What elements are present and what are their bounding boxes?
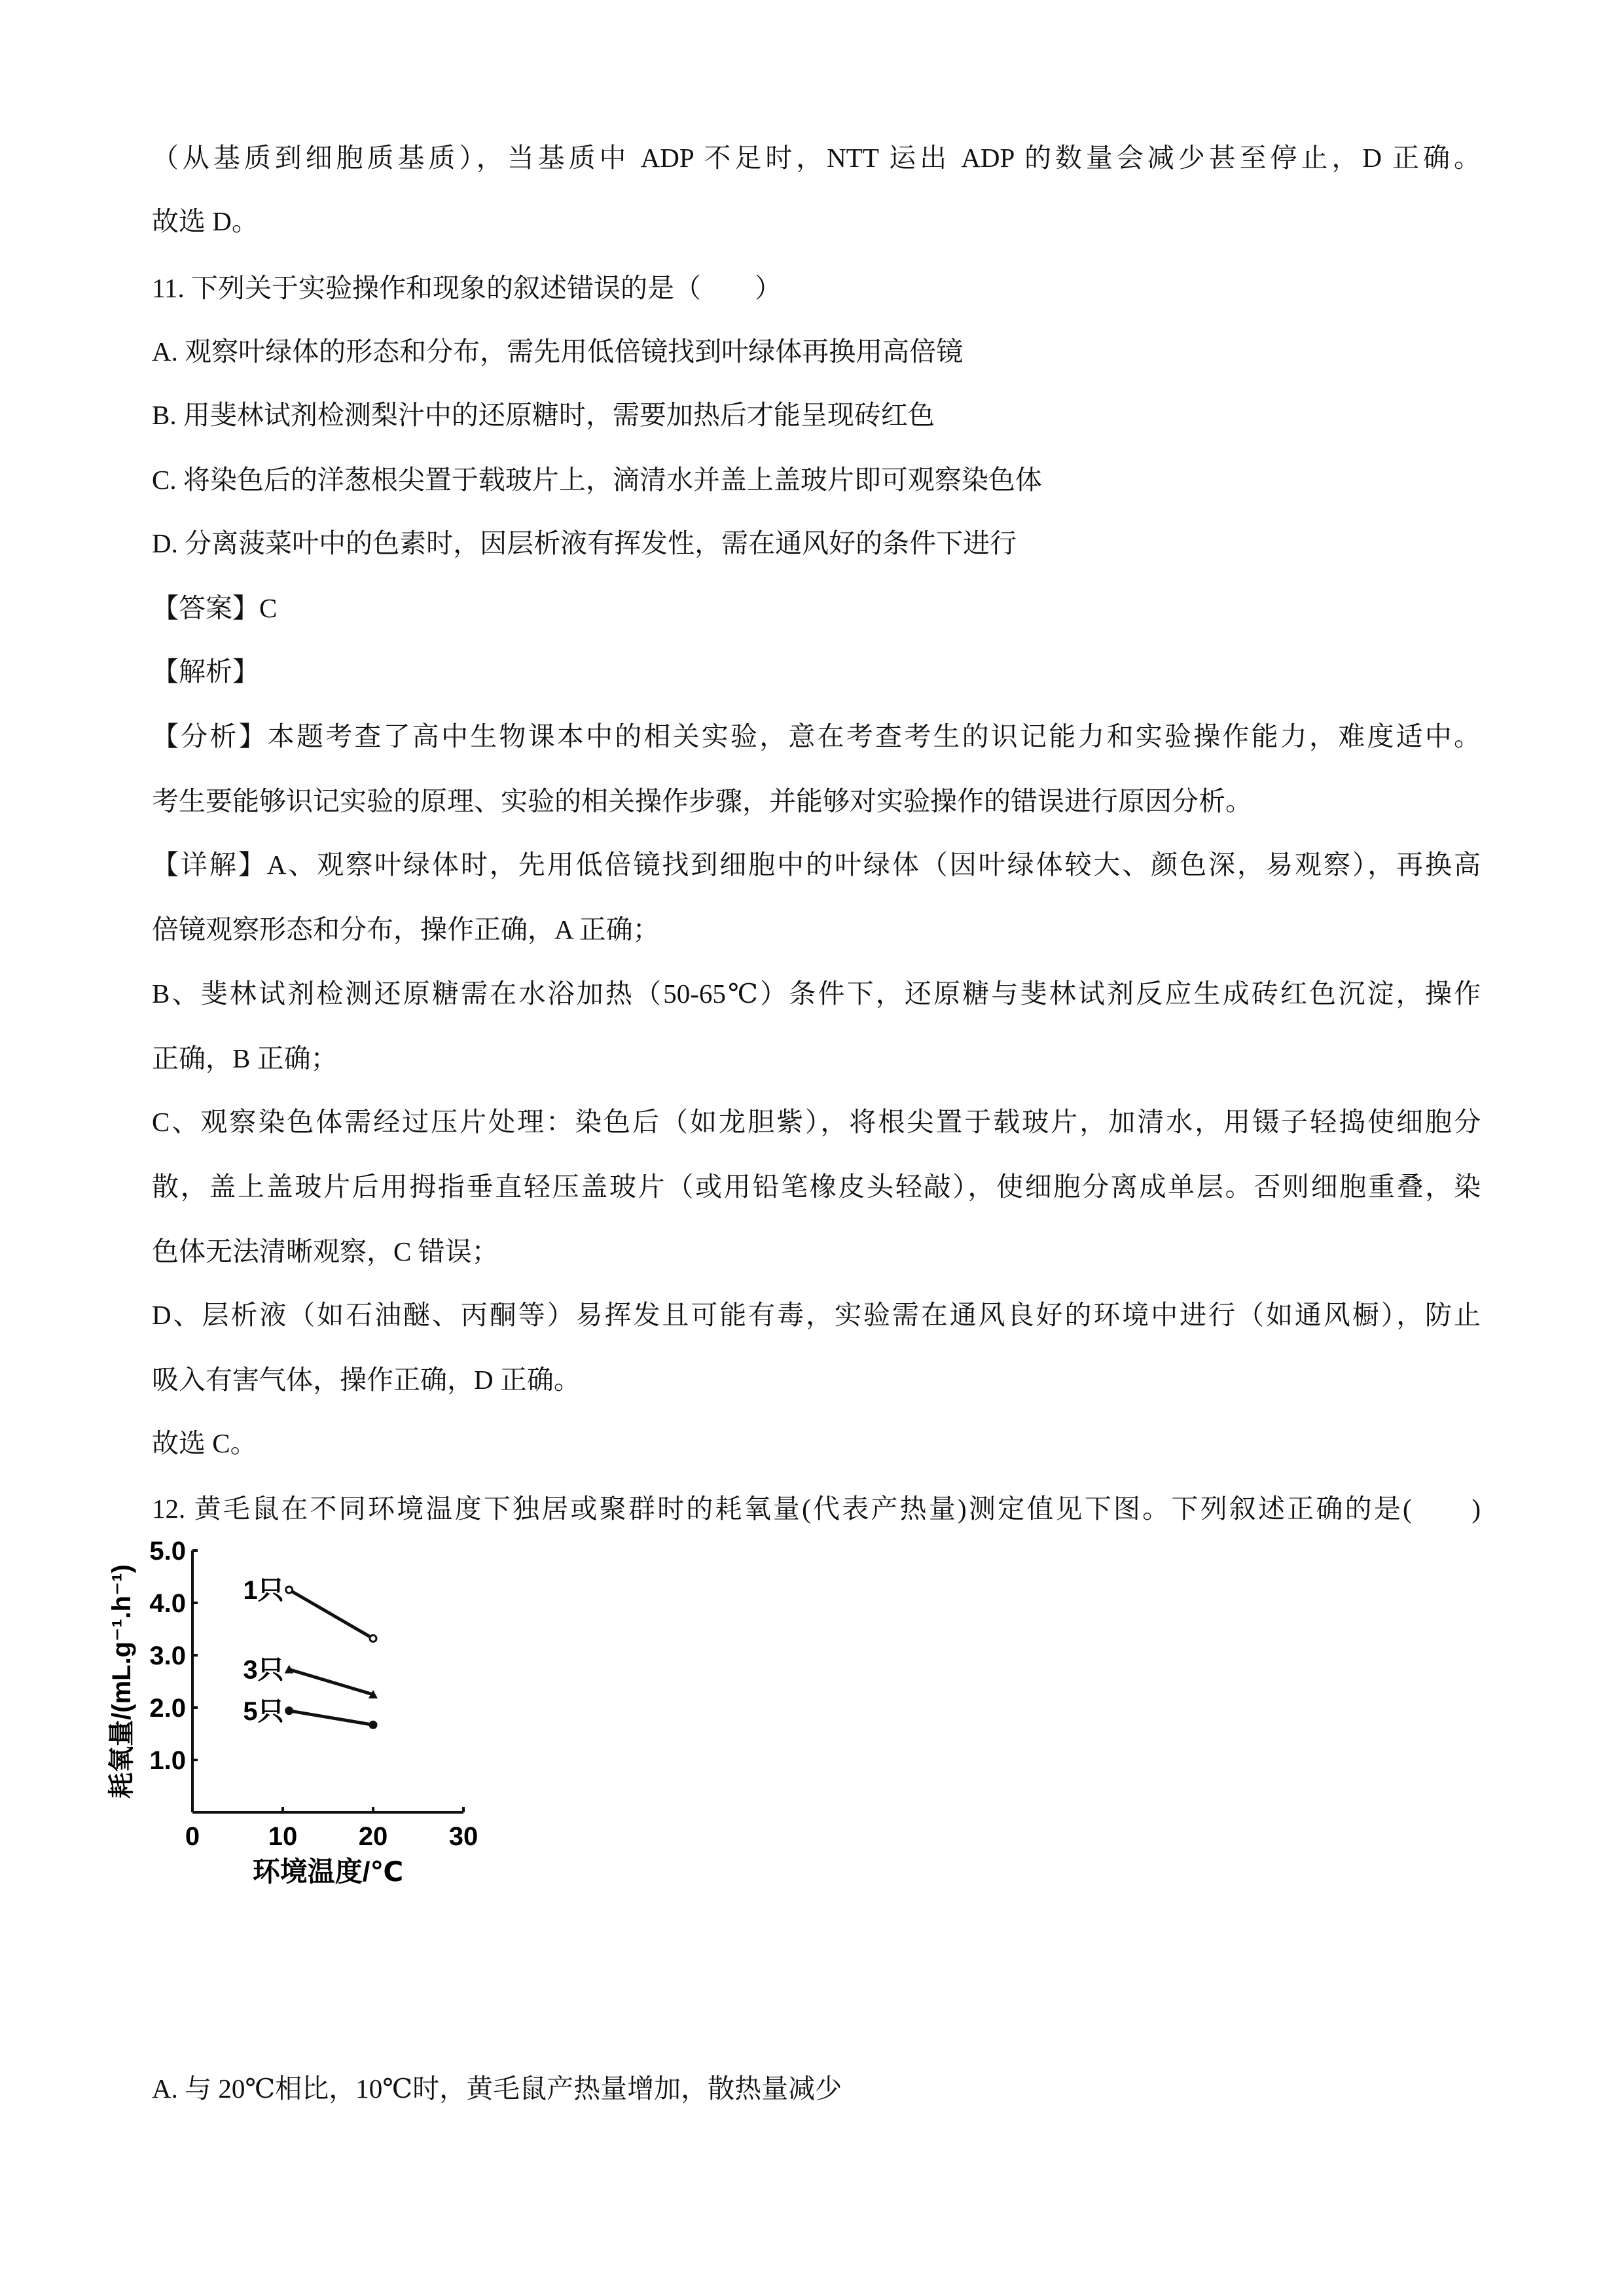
text-line: 11. 下列关于实验操作和现象的叙述错误的是（ ） [152, 273, 782, 303]
text-line: 【解析】 [152, 656, 259, 687]
text-line: 正确，B 正确； [152, 1043, 338, 1073]
text-line: 倍镜观察形态和分布，操作正确，A 正确； [152, 914, 660, 944]
text-line: 【答案】C [152, 593, 278, 623]
text-line: 故选 D。 [152, 206, 259, 236]
text-line: 吸入有害气体，操作正确，D 正确。 [152, 1365, 581, 1395]
text-line: 散，盖上盖玻片后用拇指垂直轻压盖玻片（或用铅笔橡皮头轻敲），使细胞分离成单层。否则细胞重叠，染 [152, 1172, 1481, 1202]
y-tick-label: 1.0 [149, 1746, 186, 1775]
x-tick-label: 0 [185, 1822, 200, 1851]
data-point [370, 1635, 376, 1641]
text-line: 色体无法清晰观察，C 错误； [152, 1236, 499, 1266]
text-line: D. 分离菠菜叶中的色素时，因层析液有挥发性，需在通风好的条件下进行 [152, 528, 1017, 558]
text-line: A. 观察叶绿体的形态和分布，需先用低倍镜找到叶绿体再换用高倍镜 [152, 336, 964, 367]
x-tick-label: 30 [448, 1822, 478, 1851]
series-label: 5只 [243, 1696, 284, 1726]
y-tick-label: 4.0 [149, 1589, 186, 1618]
x-tick-label: 20 [358, 1822, 388, 1851]
data-point [370, 1721, 376, 1728]
option-a: A. 与 20℃相比，10℃时，黄毛鼠产热量增加，散热量减少 [152, 2073, 842, 2104]
x-axis-label: 环境温度/℃ [252, 1856, 404, 1887]
text-line: 【分析】本题考查了高中生物课本中的相关实验，意在考查考生的识记能力和实验操作能力，难度适中。 [152, 721, 1481, 751]
series-line [289, 1670, 373, 1695]
text-line: B、斐林试剂检测还原糖需在水浴加热（50-65℃）条件下，还原糖与斐林试剂反应生成砖红色沉淀，操作 [152, 978, 1481, 1009]
y-axis-label: 耗氧量/(mL.g⁻¹.h⁻¹) [107, 1564, 136, 1799]
data-point [286, 1587, 293, 1593]
text-line: 【详解】A、观察叶绿体时，先用低倍镜找到细胞中的叶绿体（因叶绿体较大、颜色深，易观察），再换高 [152, 850, 1481, 880]
series-label: 1只 [243, 1576, 284, 1605]
series-line [289, 1590, 373, 1638]
text-line: 考生要能够识记实验的原理、实验的相关操作步骤，并能够对实验操作的错误进行原因分析。 [152, 786, 1252, 816]
text-line: 故选 C。 [152, 1428, 257, 1458]
series-label: 3只 [243, 1655, 284, 1685]
text-line: D、层析液（如石油醚、丙酮等）易挥发且可能有毒，实验需在通风良好的环境中进行（如通风橱），防止 [152, 1300, 1481, 1330]
data-point [286, 1708, 293, 1714]
y-tick-label: 3.0 [149, 1641, 186, 1670]
text-line: C、观察染色体需经过压片处理：染色后（如龙胆紫），将根尖置于载玻片，加清水，用镊子轻捣使细胞分 [152, 1107, 1481, 1137]
series-line [289, 1711, 373, 1725]
text-line: 12. 黄毛鼠在不同环境温度下独居或聚群时的耗氧量(代表产热量)测定值见下图。下列叙述正确的是( ) [152, 1494, 1481, 1524]
text-line: C. 将染色后的洋葱根尖置于载玻片上，滴清水并盖上盖玻片即可观察染色体 [152, 465, 1042, 495]
y-tick-label: 2.0 [149, 1694, 186, 1723]
text-line: B. 用斐林试剂检测梨汁中的还原糖时，需要加热后才能呈现砖红色 [152, 400, 935, 430]
text-line: （从基质到细胞质基质），当基质中 ADP 不足时，NTT 运出 ADP 的数量会减少甚至停止，D 正确。 [152, 143, 1481, 173]
x-tick-label: 10 [268, 1822, 298, 1851]
oxygen-consumption-chart [107, 1537, 838, 2075]
y-tick-label: 5.0 [149, 1537, 186, 1566]
